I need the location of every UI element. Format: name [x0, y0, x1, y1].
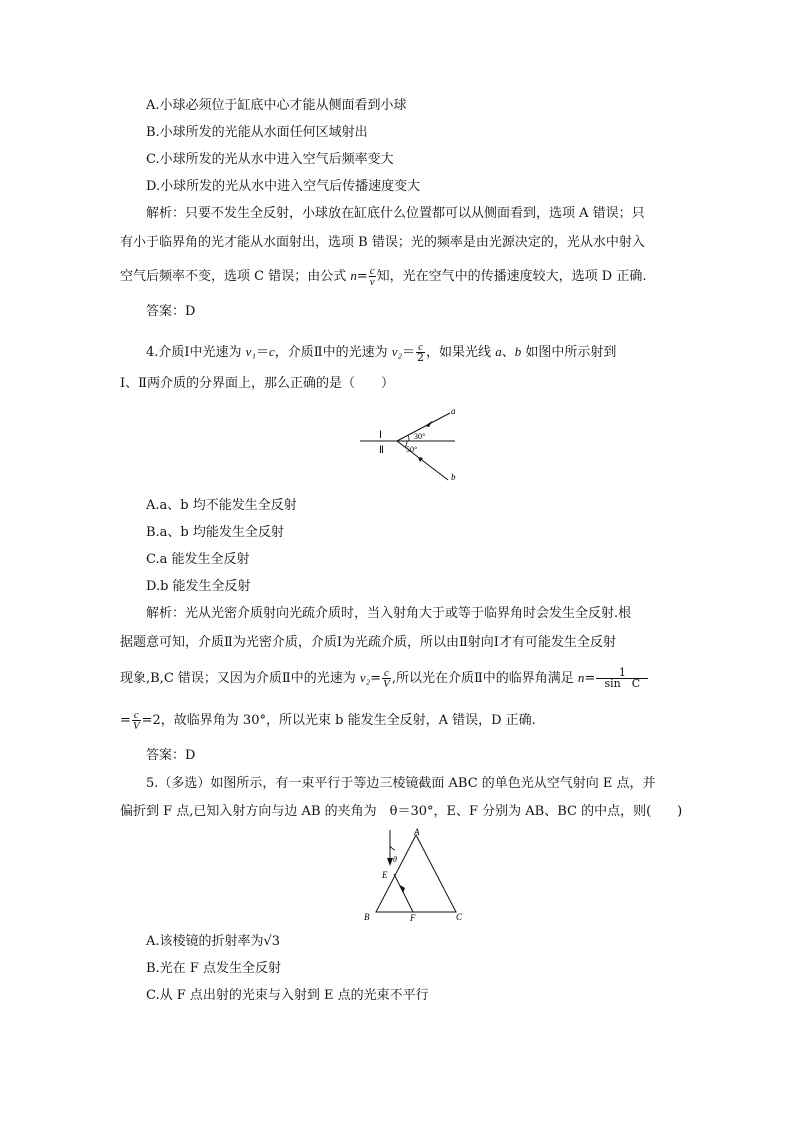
q4-option-c: C.a 能发生全反射	[146, 552, 250, 567]
q3-option-a: A.小球必须位于缸底中心才能从侧面看到小球	[146, 98, 407, 113]
fraction-c-over-v: $\frac{c}{v}$	[369, 265, 375, 288]
q5-stem-line-2: 偏折到 F 点,已知入射方向与边 AB 的夹角为 θ＝30°，E、F 分别为 AB、BC 的中点，则( )	[120, 804, 683, 819]
q4-option-b: B.a、b 均能发生全反射	[146, 525, 284, 540]
q4-stem-line-1: 4.介质Ⅰ中光速为 v₁＝c，介质Ⅱ中的光速为 v₂＝ $\frac{c}{2}$ ，如果光线 a、b 如图中所示射到	[146, 341, 617, 364]
q4-interface-figure	[355, 400, 470, 490]
q4-analysis-line-1: 解析：光从光密介质射向光疏介质时，当入射角大于或等于临界角时会发生全反射.根	[146, 606, 632, 621]
fraction-c-over-V: $\frac{c}{V}$	[383, 667, 390, 690]
vertex-b-label: B	[364, 912, 370, 922]
q4-analysis-line-4: = $\frac{c}{V}$ =2，故临界角为 30°，所以光束 b 能发生全反射，A 错误，D 正确.	[120, 709, 536, 732]
q3-analysis-line-1: 解析：只要不发生全反射，小球放在缸底什么位置都可以从侧面看到，选项 A 错误；只	[146, 206, 645, 221]
q4-stem-line-2: Ⅰ、Ⅱ两介质的分界面上，那么正确的是（ ）	[120, 376, 394, 391]
q3-option-c: C.小球所发的光从水中进入空气后频率变大	[146, 152, 394, 167]
q3-analysis-line-2: 有小于临界角的光才能从水面射出，选项 B 错误；光的频率是由光源决定的，光从水中射入	[120, 235, 645, 250]
q4-answer: 答案：D	[146, 748, 196, 763]
ray-b-label: b	[451, 472, 456, 482]
q4-option-d: D.b 能发生全反射	[146, 579, 251, 594]
vertex-c-label: C	[456, 912, 463, 922]
q4-option-a: A.a、b 均不能发生全反射	[146, 498, 297, 513]
q3-option-b: B.小球所发的光能从水面任何区域射出	[146, 125, 368, 140]
fraction-c-over-V-2: $\frac{c}{V}$	[132, 709, 140, 732]
fraction-1-over-sinC: $\frac{1}{\text{sin C}}$	[596, 668, 648, 689]
q5-stem-line-1: 5.（多选）如图所示，有一束平行于等边三棱镜截面 ABC 的单色光从空气射向 E 点，并	[146, 776, 656, 791]
theta-label: θ	[393, 855, 397, 864]
q3-analysis-line-3: 空气后频率不变，选项 C 错误；由公式 n= $\frac{c}{v}$ 知，光在空气中的传播速度较大，选项 D 正确.	[120, 265, 647, 288]
ray-a-label: a	[451, 406, 456, 416]
medium-1-label: Ⅰ	[379, 430, 382, 441]
point-e-label: E	[382, 870, 388, 880]
q4-analysis-line-2: 据题意可知，介质Ⅱ为光密介质，介质Ⅰ为光疏介质，所以由Ⅱ射向Ⅰ才有可能发生全反射	[120, 635, 616, 650]
q5-option-a: A.该棱镜的折射率为√3	[146, 934, 281, 949]
q5-prism-figure	[360, 826, 470, 924]
q3-option-d: D.小球所发的光从水中进入空气后传播速度变大	[146, 179, 421, 194]
q3-answer: 答案：D	[146, 304, 196, 319]
angle-a-label: 30°	[414, 432, 426, 441]
fraction-c-over-2: $\frac{c}{2}$	[417, 341, 425, 364]
point-f-label: F	[410, 913, 416, 923]
vertex-a-label: A	[414, 827, 420, 837]
q5-option-c: C.从 F 点出射的光束与入射到 E 点的光束不平行	[146, 988, 429, 1003]
medium-2-label: Ⅱ	[379, 445, 384, 456]
angle-b-label: 50°	[406, 445, 418, 454]
q4-analysis-line-3: 现象,B,C 错误；又因为介质Ⅱ中的光速为 v₂= $\frac{c}{V}$ ,所以光在介质Ⅱ中的临界角满足 n= $\frac{1}{\text{sin C}}$	[120, 668, 649, 689]
q5-option-b: B.光在 F 点发生全反射	[146, 961, 281, 976]
